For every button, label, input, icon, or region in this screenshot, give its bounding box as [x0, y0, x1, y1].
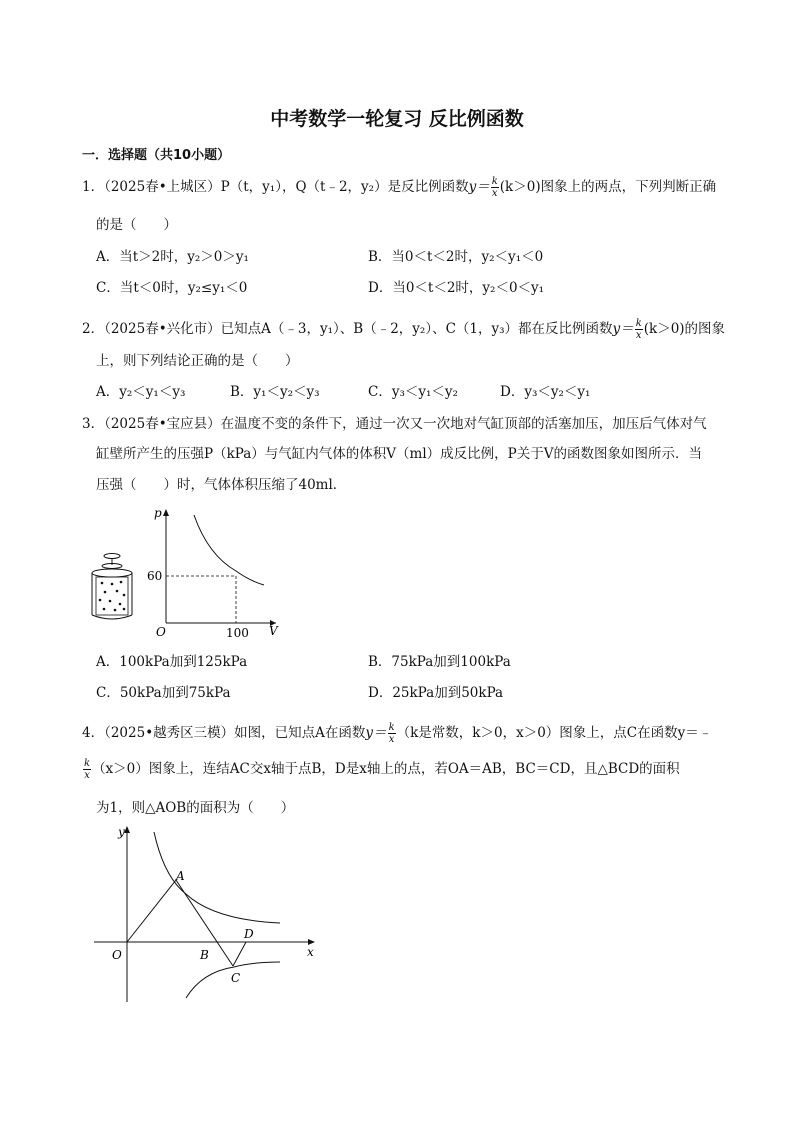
- q1-stem-line-1: 1．（2025春•上城区）P（t，y₁），Q（t﹣2，y₂）是反比例函数y＝ $\frac{k}{x}$ (k＞0)图象上的两点，下列判断正确: [82, 176, 717, 199]
- q3-p-label: p: [154, 506, 162, 520]
- q1-option-b: B．当0＜t＜2时，y₂＜y₁＜0: [368, 249, 544, 265]
- q2-option-c: C．y₃＜y₁＜y₂: [368, 384, 458, 400]
- q3-v-label: V: [269, 624, 278, 638]
- section-heading: 一．选择题（共10小题）: [82, 148, 231, 163]
- q1-option-d: D．当0＜t＜2时，y₂＜0＜y₁: [368, 280, 545, 296]
- q3-tick-100: 100: [226, 626, 249, 640]
- q4-geometry-figure: [94, 822, 324, 1007]
- q4-fraction-1: $\frac{k}{x}$: [388, 722, 395, 745]
- q3-tick-60: 60: [147, 569, 163, 583]
- q1-fraction: $\frac{k}{x}$: [491, 176, 498, 199]
- q4-point-c: C: [231, 971, 241, 985]
- q3-origin-label: O: [156, 625, 166, 639]
- q3-option-d: D．25kPa加到50kPa: [368, 685, 504, 701]
- q3-stem-line-3: 压强（ ）时，气体体积压缩了40ml．: [96, 477, 347, 493]
- q3-stem-line-1: 3．（2025春•宝应县）在温度不变的条件下，通过一次又一次地对气缸顶部的活塞加压，加压后气体对气: [82, 416, 707, 432]
- q2-option-b: B．y₁＜y₂＜y₃: [230, 384, 320, 400]
- q4-y-label: y: [118, 825, 125, 839]
- q3-curve: [194, 515, 264, 585]
- q4-stem-line-2: $\frac{k}{x}$ （x＞0）图象上，连结AC交x轴于点B，D是x轴上的点，若OA＝AB，BC＝CD，且△BCD的面积: [84, 758, 680, 781]
- q4-stem-line-3: 为1，则△AOB的面积为（ ）: [96, 800, 295, 816]
- q4-x-label: x: [307, 945, 314, 959]
- q2-option-d: D．y₃＜y₂＜y₁: [500, 384, 591, 400]
- q1-option-a: A．当t＞2时，y₂＞0＞y₁: [96, 249, 249, 265]
- q2-fraction: $\frac{k}{x}$: [635, 318, 642, 341]
- q3-option-b: B．75kPa加到100kPa: [368, 654, 511, 670]
- q3-option-a: A．100kPa加到125kPa: [96, 654, 248, 670]
- q3-stem-line-2: 缸壁所产生的压强P（kPa）与气缸内气体的体积V（ml）成反比例，P关于V的函数图象如图所示．当: [96, 446, 702, 462]
- q1-option-c: C．当t＜0时，y₂≤y₁＜0: [96, 280, 248, 296]
- q2-option-a: A．y₂＜y₁＜y₃: [96, 384, 186, 400]
- q3-cylinder-figure: [88, 553, 138, 621]
- q4-point-a: A: [176, 869, 185, 883]
- page-title: 中考数学一轮复习 反比例函数: [270, 108, 524, 130]
- q4-point-b: B: [200, 948, 209, 962]
- q3-option-c: C．50kPa加到75kPa: [96, 685, 231, 701]
- q4-origin-label: O: [112, 948, 122, 962]
- q2-stem-line-2: 上，则下列结论正确的是（ ）: [96, 353, 299, 369]
- q1-stem-line-2: 的是（ ）: [96, 217, 177, 233]
- q2-stem-line-1: 2．（2025春•兴化市）已知点A（﹣3，y₁）、B（﹣2，y₂）、C（1，y₃）都在反比例函数y＝ $\frac{k}{x}$ (k＞0)的图象: [82, 318, 726, 341]
- q4-point-d: D: [244, 927, 254, 941]
- q4-curve-positive: [154, 832, 280, 923]
- q3-pressure-volume-graph: [147, 505, 285, 640]
- q4-stem-line-1: 4．（2025•越秀区三模）如图，已知点A在函数y＝ $\frac{k}{x}$ （k是常数，k＞0，x＞0）图象上，点C在函数y＝﹣: [82, 722, 713, 745]
- q4-fraction-2: $\frac{k}{x}$: [84, 758, 91, 781]
